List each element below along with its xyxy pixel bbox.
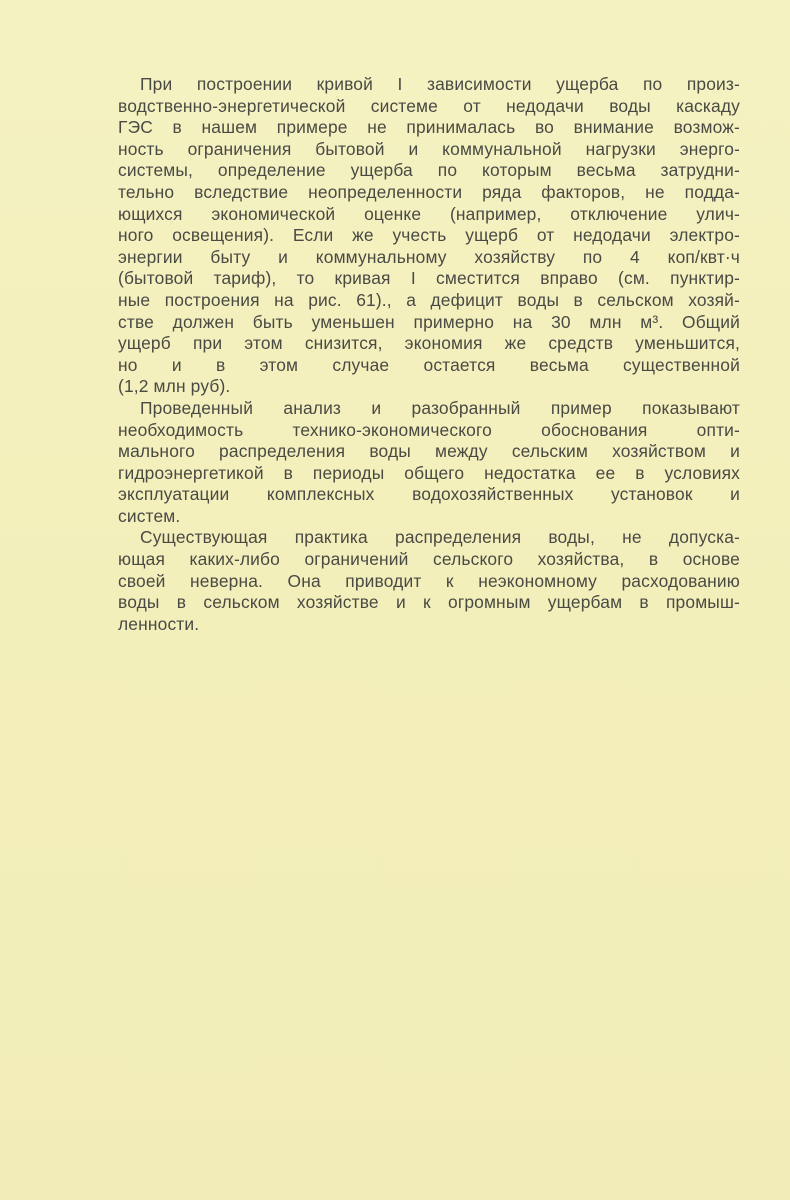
text-line: энергии быту и коммунальному хозяйству по 4 коп/квт·ч bbox=[118, 246, 740, 267]
text-line: Существующая практика распределения воды, не допуска- bbox=[140, 527, 740, 548]
text-line: Проведенный анализ и разобранный пример показывают bbox=[140, 397, 740, 418]
text-line: своей неверна. Она приводит к неэкономному расходованию bbox=[118, 570, 740, 591]
text-line: ющая каких-либо ограничений сельского хозяйства, в основе bbox=[118, 549, 740, 570]
text-line: мального распределения воды между сельским хозяйством и bbox=[118, 441, 740, 462]
paragraph-3 bbox=[118, 527, 740, 635]
text-line: систем. bbox=[118, 505, 181, 526]
text-line: ущерб при этом снизится, экономия же средств уменьшится, bbox=[118, 333, 740, 354]
text-line: водственно-энергетической системе от недодачи воды каскаду bbox=[118, 95, 740, 116]
paragraph-2 bbox=[118, 398, 740, 528]
text-line: ленности. bbox=[118, 613, 200, 634]
text-line: ного освещения). Если же учесть ущерб от недодачи электро- bbox=[118, 225, 740, 246]
text-line: ГЭС в нашем примере не принималась во внимание возмож- bbox=[118, 117, 740, 138]
text-line: ность ограничения бытовой и коммунальной нагрузки энерго- bbox=[118, 138, 740, 159]
body-text bbox=[118, 74, 740, 635]
text-line: эксплуатации комплексных водохозяйственных установок и bbox=[118, 484, 740, 505]
text-line: гидроэнергетикой в периоды общего недостатка ее в условиях bbox=[118, 462, 740, 483]
text-line: (1,2 млн руб). bbox=[118, 376, 231, 397]
text-line: ющихся экономической оценке (например, отключение улич- bbox=[118, 203, 740, 224]
text-line: тельно вследствие неопределенности ряда факторов, не подда- bbox=[118, 181, 740, 202]
text-line: воды в сельском хозяйстве и к огромным ущербам в промыш- bbox=[118, 592, 740, 613]
text-line: ные построения на рис. 61)., а дефицит воды в сельском хозяй- bbox=[118, 289, 740, 310]
text-line: (бытовой тариф), то кривая I сместится вправо (см. пунктир- bbox=[118, 268, 740, 289]
text-line: необходимость технико-экономического обоснования опти- bbox=[118, 419, 740, 440]
paragraph-1 bbox=[118, 74, 740, 398]
text-line: стве должен быть уменьшен примерно на 30 млн м³. Общий bbox=[118, 311, 740, 332]
text-line: но и в этом случае остается весьма существенной bbox=[118, 354, 740, 375]
text-line: При построении кривой I зависимости ущерба по произ- bbox=[140, 74, 740, 94]
text-line: системы, определение ущерба по которым весьма затрудни- bbox=[118, 160, 740, 181]
